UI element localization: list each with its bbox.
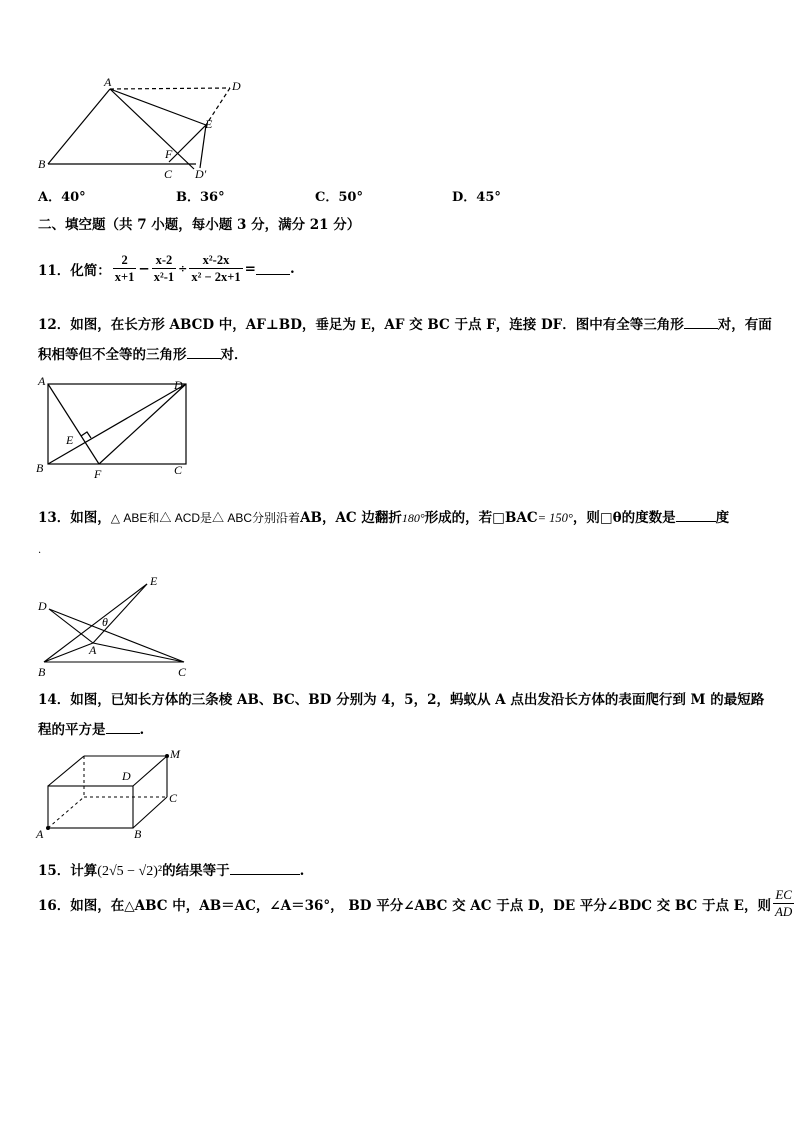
section-heading: 二、填空题（共 7 小题，每小题 3 分，满分 21 分） bbox=[38, 217, 361, 233]
q14-line2 bbox=[38, 718, 144, 738]
q14-label-M: M bbox=[170, 747, 180, 761]
q13-text-1: 13．如图， bbox=[38, 510, 111, 526]
q10-option-b: B．36° bbox=[176, 190, 225, 205]
q12-text-1: 12．如图，在长方形 ABCD 中，AF⊥BD，垂足为 E，AF 交 BC 于点 F，连接 DF．图中有全等三角形 bbox=[38, 317, 684, 333]
q15-text-2: 的结果等于 bbox=[162, 863, 230, 879]
q14-figure bbox=[34, 744, 194, 840]
q11 bbox=[38, 253, 295, 284]
q11-minus: − bbox=[138, 260, 150, 277]
q10-label-E: E bbox=[205, 117, 213, 131]
q15-answer-blank[interactable] bbox=[230, 862, 300, 875]
q12-figure bbox=[34, 374, 192, 482]
q16-frac-num: EC bbox=[775, 887, 792, 902]
q11-f3-num: x²-2x bbox=[202, 253, 230, 267]
q12-text-2: 对，有面 bbox=[717, 317, 772, 333]
q12-text-3: 积相等但不全等的三角形 bbox=[38, 347, 187, 363]
q10-label-C: C bbox=[164, 167, 173, 181]
q10-option-d: D．45° bbox=[452, 190, 501, 205]
q12-label-C: C bbox=[174, 463, 183, 477]
q13-text-6: = 150° bbox=[537, 511, 573, 525]
q13 bbox=[38, 506, 729, 526]
q11-f3-den: x² − 2x+1 bbox=[191, 270, 241, 284]
q12-text-4: 对． bbox=[220, 347, 248, 363]
q10-label-F: F bbox=[165, 147, 173, 161]
q12-label-A: A bbox=[38, 374, 46, 388]
q13-answer-blank[interactable] bbox=[676, 509, 716, 522]
q13-label-D: D bbox=[38, 599, 47, 613]
q13-text-3: AB，AC 边翻折 bbox=[300, 510, 402, 526]
q16-frac-den: AD bbox=[774, 904, 793, 919]
q11-end: . bbox=[289, 260, 295, 277]
q11-divide: ÷ bbox=[178, 262, 188, 275]
q14-label-A: A bbox=[36, 827, 44, 840]
q14-label-B: B bbox=[134, 827, 142, 840]
q14-label-D: D bbox=[122, 769, 131, 783]
q12-answer-blank-2[interactable] bbox=[187, 346, 221, 359]
q10-option-a: A．40° bbox=[38, 190, 86, 205]
q12-label-B: B bbox=[36, 461, 44, 475]
q11-f1-den: x+1 bbox=[114, 270, 135, 284]
q11-equals: = bbox=[244, 260, 256, 277]
q13-label-B: B bbox=[38, 665, 46, 679]
q13-text-2: △ ABE和△ ACD是△ ABC分别沿着 bbox=[110, 511, 301, 525]
q13-label-E: E bbox=[150, 574, 158, 588]
q10-figure bbox=[34, 76, 250, 184]
q10-option-c: C．50° bbox=[315, 190, 363, 205]
q12-label-E: E bbox=[66, 433, 74, 447]
q15-expression: (2√5 − √2)² bbox=[97, 864, 163, 879]
q11-fraction-2 bbox=[152, 253, 176, 284]
q16-fraction bbox=[773, 888, 794, 919]
q11-prefix: 11．化简： bbox=[38, 262, 111, 279]
q11-fraction-1 bbox=[113, 253, 137, 284]
q13-label-theta: θ bbox=[102, 615, 108, 629]
q13-text-5: 形成的，若□BAC bbox=[424, 510, 538, 526]
q12-answer-blank-1[interactable] bbox=[684, 316, 718, 329]
q11-f2-num: x-2 bbox=[155, 253, 173, 267]
q13-text-8: 度 bbox=[715, 510, 730, 526]
q11-fraction-3 bbox=[189, 253, 242, 284]
q13-label-C: C bbox=[178, 665, 187, 679]
q15-text-3: . bbox=[299, 863, 305, 879]
q10-label-A: A bbox=[104, 76, 112, 89]
q15-text-1: 15．计算 bbox=[38, 863, 98, 879]
q11-answer-blank[interactable] bbox=[256, 262, 290, 275]
q10-label-D: D bbox=[232, 79, 241, 93]
q11-f1-num: 2 bbox=[121, 253, 128, 267]
q14-text-2: . bbox=[139, 722, 145, 738]
q11-f2-den: x²-1 bbox=[153, 270, 175, 284]
q10-label-B: B bbox=[38, 157, 46, 171]
q12-line2 bbox=[38, 343, 248, 363]
q16 bbox=[38, 888, 794, 919]
q16-text: 16．如图，在△ABC 中，AB＝AC，∠A＝36°， BD 平分∠ABC 交 AC 于点 D，DE 平分∠BDC 交 BC 于点 E，则 bbox=[38, 897, 771, 914]
q13-text-7: ，则□θ的度数是 bbox=[572, 510, 676, 526]
q14-line1: 14．如图，已知长方体的三条棱 AB、BC、BD 分别为 4，5，2，蚂蚁从 A 点出发沿长方体的表面爬行到 M 的最短路 bbox=[38, 692, 765, 708]
q12-label-F: F bbox=[94, 467, 102, 481]
q12-line1 bbox=[38, 313, 772, 333]
q13-dot: . bbox=[38, 545, 42, 556]
q14-text-1: 程的平方是 bbox=[38, 722, 106, 738]
q10-label-Dprime: D′ bbox=[195, 167, 207, 181]
q15 bbox=[38, 859, 304, 880]
q14-label-C: C bbox=[169, 791, 178, 805]
q13-text-4: 180° bbox=[401, 511, 425, 525]
q13-figure bbox=[34, 572, 194, 680]
q14-answer-blank[interactable] bbox=[106, 721, 140, 734]
q12-label-D: D bbox=[174, 378, 183, 392]
q13-label-A: A bbox=[89, 643, 97, 657]
